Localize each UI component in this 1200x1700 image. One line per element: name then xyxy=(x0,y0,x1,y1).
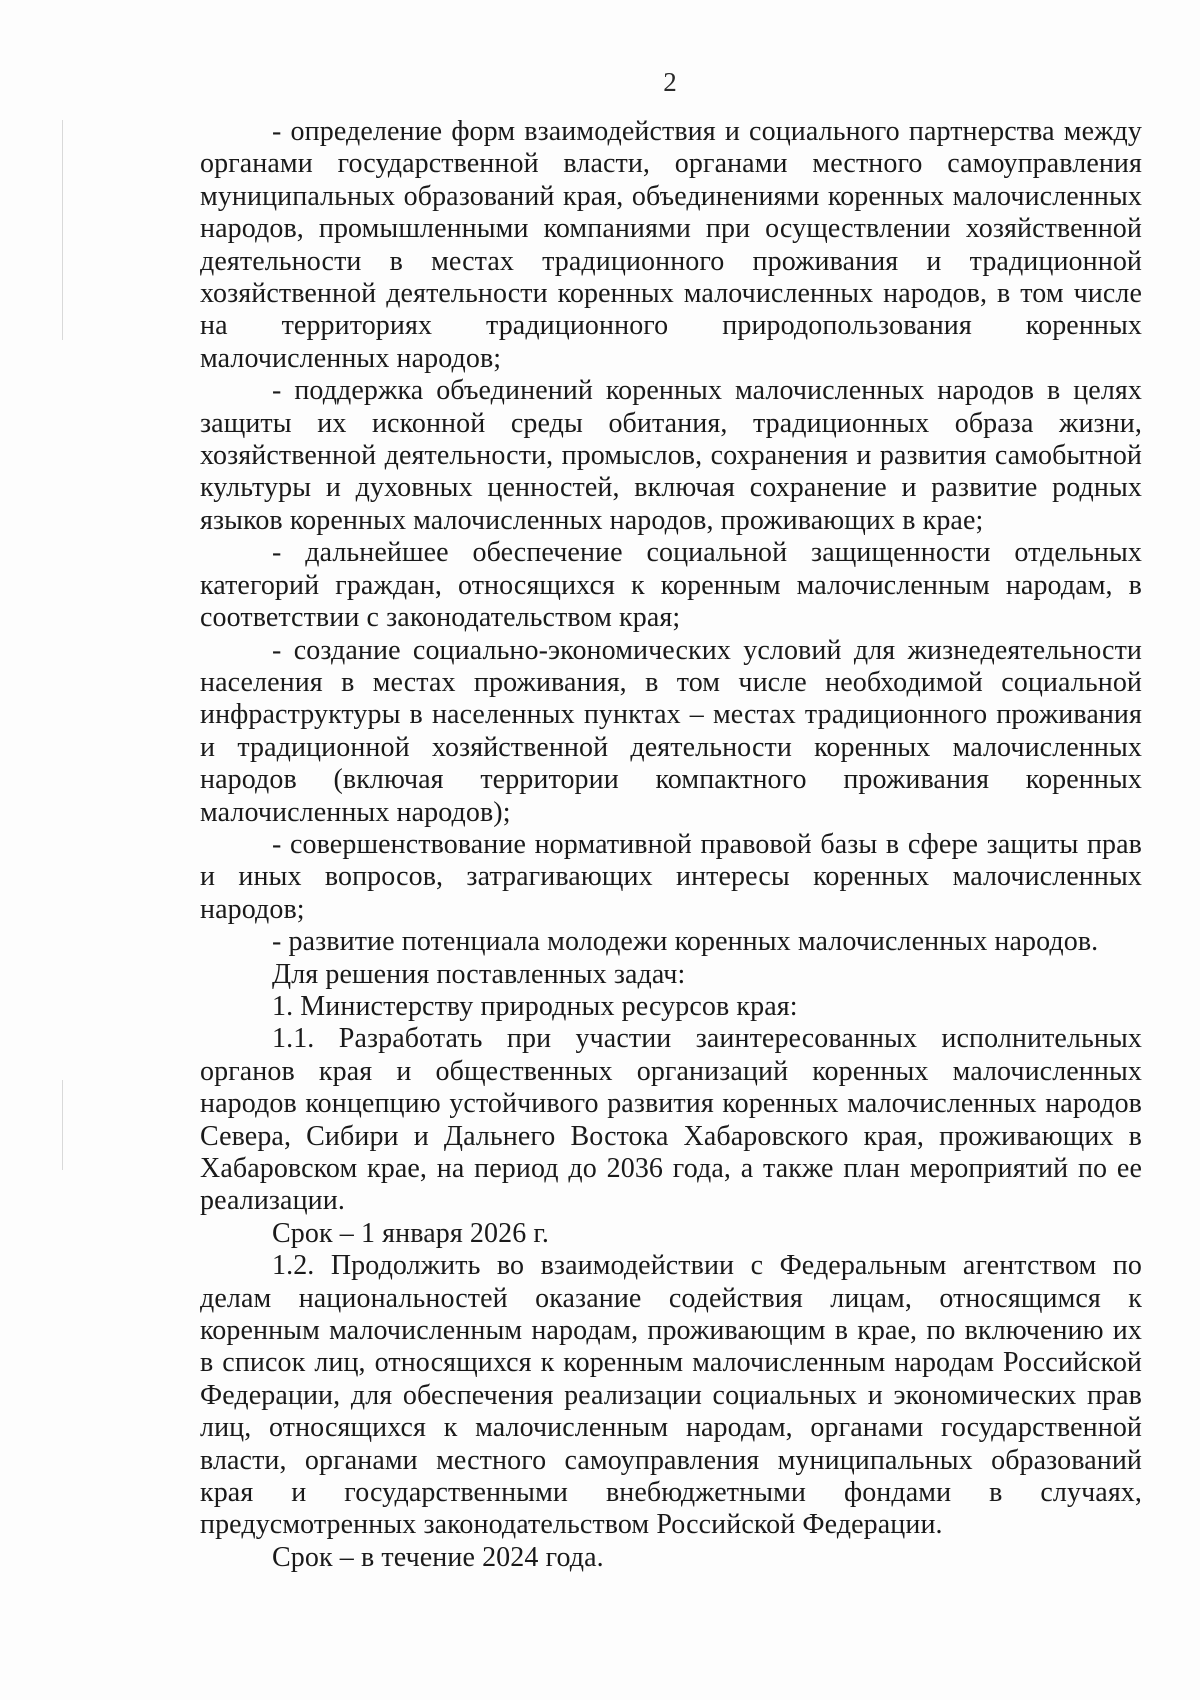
deadline-1-1: Срок – 1 января 2026 г. xyxy=(272,1217,549,1249)
section-heading-ministry: 1. Министерству природных ресурсов края: xyxy=(272,990,798,1022)
tasks-intro: Для решения поставленных задач: xyxy=(272,958,686,990)
task-item-legal-framework: - совершенствование нормативной правовой базы в сфере защиты прав и иных вопросов, затрагивающих интересы коренных малочисленных народов; xyxy=(200,828,1142,925)
task-item-partnership: - определение форм взаимодействия и социального партнерства между органами государственной власти, органами местного самоуправления муниципальных образований края, объединениями коренных малочисленных народов, промышленными компаниями при осуществлении хозяйственной деятельности в местах традиционного проживания и традиционной хозяйственной деятельности коренных малочисленных народов, в том числе на территориях традиционного природопользования коренных малочисленных народов; xyxy=(200,116,1142,374)
deadline-1-2: Срок – в течение 2024 года. xyxy=(272,1541,604,1573)
scan-margin-line xyxy=(62,120,63,340)
scan-margin-line xyxy=(62,1080,63,1170)
task-item-socioeconomic-conditions: - создание социально-экономических условий для жизнедеятельности населения в местах проживания, в том числе необходимой социальной инфраструктуры в населенных пунктах – местах традиционного проживания и традиционной хозяйственной деятельности коренных малочисленных народов (включая территории компактного проживания коренных малочисленных народов); xyxy=(200,634,1142,828)
clause-1-1: 1.1. Разработать при участии заинтересованных исполнительных органов края и общественных организаций коренных малочисленных народов концепцию устойчивого развития коренных малочисленных народов Севера, Сибири и Дальнего Востока Хабаровского края, проживающих в Хабаровском крае, на период до 2036 года, а также план мероприятий по ее реализации. xyxy=(200,1023,1142,1217)
clause-1-2: 1.2. Продолжить во взаимодействии с Федеральным агентством по делам национальностей оказание содействия лицам, относящимся к коренным малочисленным народам, проживающим в крае, по включению их в список лиц, относящихся к коренным малочисленным народам Российской Федерации, для обеспечения реализации социальных и экономических прав лиц, относящихся к малочисленным народам, органами государственной власти, органами местного самоуправления муниципальных образований края и государственными внебюджетными фондами в случаях, предусмотренных законодательством Российской Федерации. xyxy=(200,1250,1142,1541)
document-body xyxy=(200,116,1142,1574)
task-item-social-protection: - дальнейшее обеспечение социальной защищенности отдельных категорий граждан, относящихся к коренным малочисленным народам, в соответствии с законодательством края; xyxy=(200,537,1142,634)
task-item-support-associations: - поддержка объединений коренных малочисленных народов в целях защиты их исконной среды обитания, традиционных образа жизни, хозяйственной деятельности, промыслов, сохранения и развития самобытной культуры и духовных ценностей, включая сохранение и развитие родных языков коренных малочисленных народов, проживающих в крае; xyxy=(200,375,1142,536)
page-number: 2 xyxy=(663,67,677,97)
task-item-youth-potential: - развитие потенциала молодежи коренных малочисленных народов. xyxy=(272,926,1099,958)
